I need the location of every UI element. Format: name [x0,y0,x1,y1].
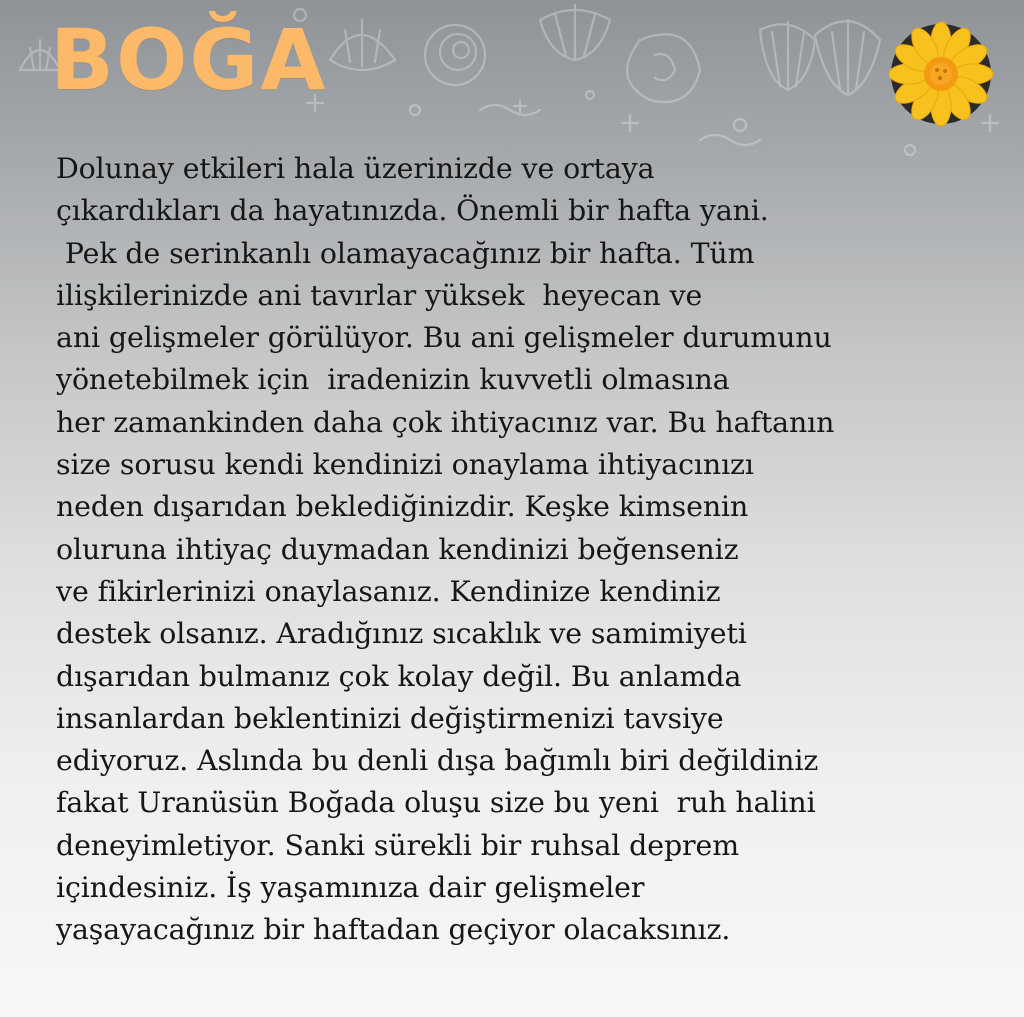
text-line: deneyimletiyor. Sanki sürekli bir ruhsal deprem [56,828,740,862]
conch-icon [627,34,700,102]
text-line: oluruna ihtiyaç duymadan kendinizi beğenseniz [56,532,739,566]
horoscope-body [56,148,1006,952]
text-line: içindesiniz. İş yaşamınıza dair gelişmeler [56,871,645,905]
seashell-icon [760,22,815,90]
text-line: ediyoruz. Aslında bu denli dışa bağımlı biri değildiniz [56,744,819,778]
wave-icon [480,105,760,145]
text-line: ve fikirlerinizi onaylasanız. Kendinize kendiniz [56,574,721,608]
text-line: Pek de serinkanlı olamayacağınız bir hafta. Tüm [56,236,755,270]
text-line: Dolunay etkileri hala üzerinizde ve ortaya [56,152,655,185]
text-line: çıkardıkları da hayatınızda. Önemli bir hafta yani. [56,194,769,228]
text-line: ani gelişmeler görülüyor. Bu ani gelişmeler durumunu [56,321,832,355]
text-line: insanlardan beklentinizi değiştirmenizi tavsiye [56,701,724,735]
text-line: her zamankinden daha çok ihtiyacınız var. Bu haftanın [56,405,835,439]
seashell-icon [815,20,880,95]
spiral-shell-icon [425,25,485,85]
text-line: dışarıdan bulmanız çok kolay değil. Bu anlamda [56,659,742,693]
text-line: yönetebilmek için iradenizin kuvvetli olmasına [56,363,730,397]
text-line: yaşayacağınız bir haftadan geçiyor olacaksınız. [56,913,731,947]
seashell-icon [330,20,395,70]
text-line: destek olsanız. Aradığınız sıcaklık ve samimiyeti [56,617,747,651]
text-line: size sorusu kendi kendinizi onaylama ihtiyacınızı [56,448,754,482]
seashell-icon [540,5,610,60]
text-line: ilişkilerinizde ani tavırlar yüksek heyecan ve [56,278,703,312]
sunflower-icon [885,18,997,130]
text-line: fakat Uranüsün Boğada oluşu size bu yeni ruh halini [56,786,816,820]
text-line: neden dışarıdan beklediğinizdir. Keşke kimsenin [56,490,749,524]
page-title: BOĞA [50,11,328,109]
